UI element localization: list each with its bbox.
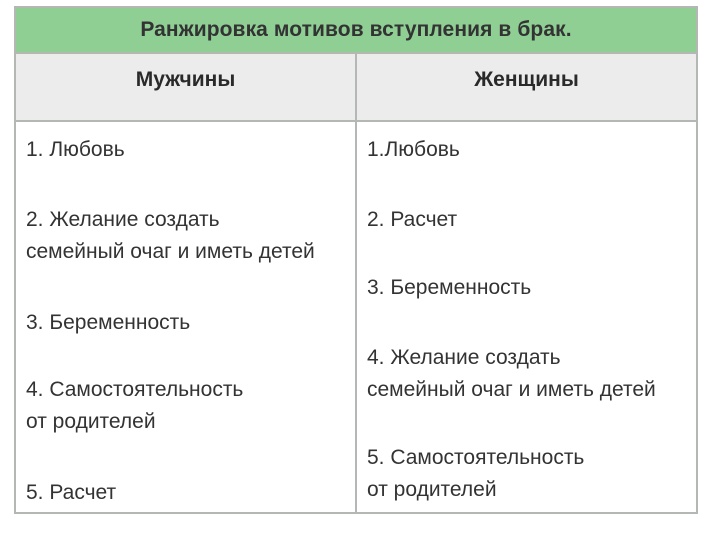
women-item-5-line-1: 5. Самостоятельность [367,446,585,469]
men-item-2-line-2: семейный очаг и иметь детей [26,240,315,263]
women-item-3-line-1: 3. Беременность [367,276,532,299]
men-item-4 [26,374,243,438]
table-title: Ранжировка мотивов вступления в брак. [140,18,572,41]
women-item-4-line-1: 4. Желание создать [367,346,561,369]
women-item-2-line-1: 2. Расчет [367,208,458,231]
men-column [16,122,357,512]
motives-table [14,6,698,514]
women-item-3 [367,272,531,304]
men-item-2-line-1: 2. Желание создать [26,208,220,231]
women-item-4-line-2: семейный очаг и иметь детей [367,378,656,401]
men-item-4-line-1: 4. Самостоятельность [26,378,244,401]
men-item-1-line-1: 1. Любовь [26,138,125,161]
table-body-row [16,122,696,512]
table-title-row [16,8,696,54]
women-item-1 [367,134,460,166]
men-item-3-line-1: 3. Беременность [26,311,191,334]
table-header-row [16,54,696,122]
men-item-1 [26,134,125,166]
men-item-2 [26,204,315,268]
men-item-3 [26,307,190,339]
women-item-1-line-1: 1.Любовь [367,138,460,161]
women-item-5-line-2: от родителей [367,478,497,501]
women-item-2 [367,204,457,236]
women-column [357,122,696,512]
men-item-5-line-1: 5. Расчет [26,481,117,504]
women-item-5 [367,442,584,506]
men-item-4-line-2: от родителей [26,410,156,433]
header-women: Женщины [474,68,579,91]
header-men: Мужчины [16,54,357,120]
women-item-4 [367,342,656,406]
men-item-5 [26,477,116,509]
